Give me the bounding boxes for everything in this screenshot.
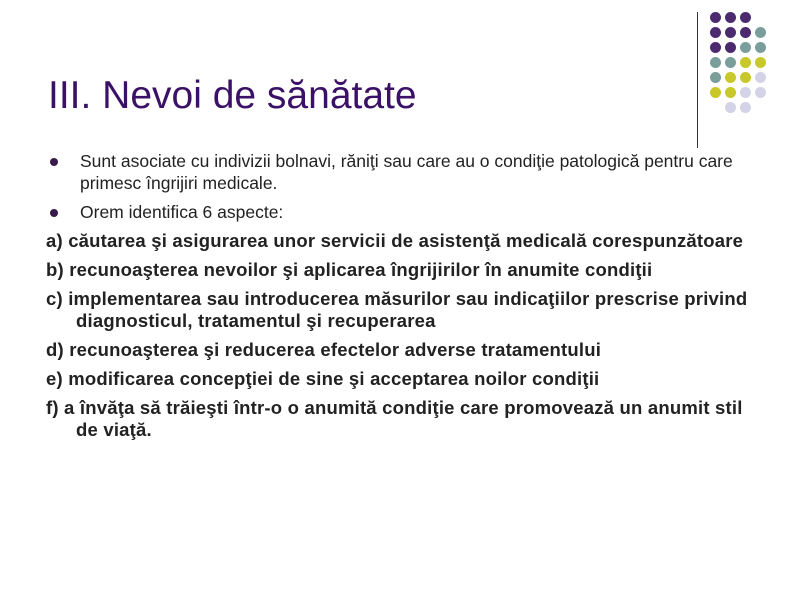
decorative-dot: [710, 12, 721, 23]
decorative-dot: [710, 72, 721, 83]
list-item-e: e) modificarea concepţiei de sine şi acceptarea noilor condiţii: [46, 368, 600, 389]
title-divider-line: [697, 12, 698, 148]
decorative-dot: [725, 87, 736, 98]
list-item-d: d) recunoaşterea şi reducerea efectelor adverse tratamentului: [46, 339, 602, 360]
bullet-icon: [50, 158, 58, 166]
decorative-dot: [740, 42, 751, 53]
decorative-dot: [725, 42, 736, 53]
list-item-f: f) a învăţa să trăieşti într-o o anumită condiţie care promovează un anumit stil de viaţă.: [46, 397, 743, 440]
decorative-dot: [710, 87, 721, 98]
decorative-dot: [755, 57, 766, 68]
list-item-c: c) implementarea sau introducerea măsurilor sau indicaţiilor prescrise privind diagnosticul, tratamentul şi recuperarea: [46, 288, 748, 331]
decorative-dot: [740, 12, 751, 23]
decorative-dot: [755, 42, 766, 53]
decorative-dot: [740, 27, 751, 38]
decorative-dot: [755, 72, 766, 83]
bullet-text: Orem identifica 6 aspecte:: [80, 202, 284, 222]
decorative-dot: [710, 27, 721, 38]
decorative-dot: [740, 87, 751, 98]
slide-title: III. Nevoi de sănătate: [48, 74, 417, 117]
decorative-dot: [755, 27, 766, 38]
list-item-a: a) căutarea şi asigurarea unor servicii de asistenţă medicală corespunzătoare: [46, 230, 744, 251]
list-item-b: b) recunoaşterea nevoilor şi aplicarea îngrijirilor în anumite condiţii: [46, 259, 653, 280]
slide-content: [46, 150, 766, 448]
decorative-dot: [710, 42, 721, 53]
decorative-dot-grid: [706, 8, 796, 138]
decorative-dot: [725, 57, 736, 68]
bullet-point: [46, 150, 766, 194]
decorative-dot: [725, 72, 736, 83]
decorative-dot: [710, 57, 721, 68]
bullet-icon: [50, 209, 58, 217]
decorative-dot: [725, 27, 736, 38]
decorative-dot: [755, 87, 766, 98]
decorative-dot: [740, 57, 751, 68]
decorative-dot: [725, 12, 736, 23]
decorative-dot: [740, 72, 751, 83]
bullet-text: Sunt asociate cu indivizii bolnavi, răniţi sau care au o condiţie patologică pentru care primesc îngrijiri medicale.: [80, 151, 733, 193]
decorative-dot: [740, 102, 751, 113]
decorative-dot: [725, 102, 736, 113]
bullet-point: [46, 201, 766, 223]
